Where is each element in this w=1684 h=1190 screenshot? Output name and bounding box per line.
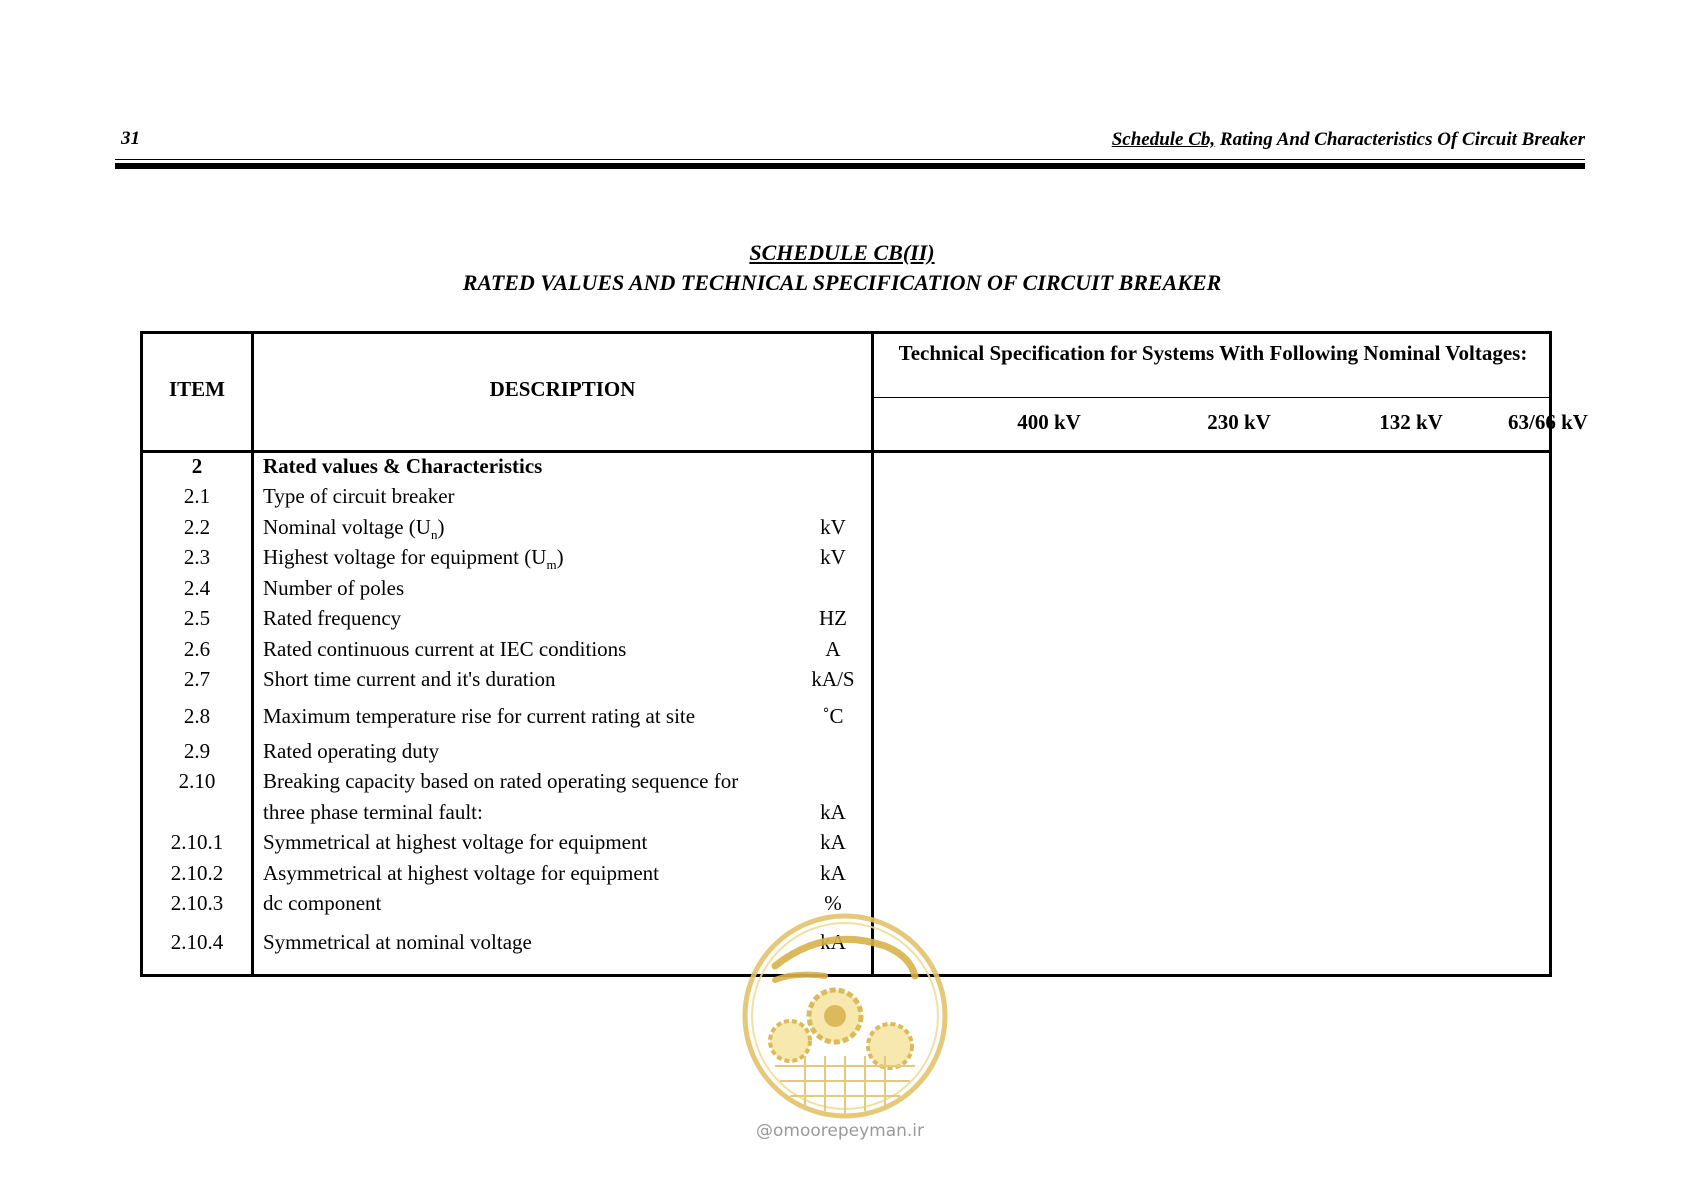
row-item-number: 2.10.2 bbox=[170, 861, 224, 885]
row-description bbox=[263, 637, 783, 662]
running-header-underlined: Schedule Cb, bbox=[1111, 129, 1216, 150]
row-unit: A bbox=[825, 637, 841, 661]
table-row bbox=[143, 861, 871, 891]
row-description-text: Highest voltage for equipment (U bbox=[263, 545, 547, 569]
row-description-text: Rated values & Characteristics bbox=[263, 454, 543, 478]
row-description bbox=[263, 667, 783, 692]
table-row bbox=[143, 545, 871, 575]
header-voltage-63-66: 63/66 kV bbox=[1508, 410, 1588, 434]
row-item-number: 2.10.4 bbox=[170, 930, 224, 954]
row-item-number: 2.6 bbox=[183, 637, 211, 661]
header-voltage-400: 400 kV bbox=[1017, 410, 1081, 434]
table-row bbox=[143, 739, 871, 769]
table-row bbox=[143, 515, 871, 545]
row-description-text: Symmetrical at nominal voltage bbox=[263, 930, 532, 954]
row-item-number: 2.1 bbox=[183, 484, 211, 508]
row-description-text: Rated frequency bbox=[263, 606, 402, 630]
page-number: 31 bbox=[121, 128, 140, 149]
row-unit: kA/S bbox=[811, 667, 855, 691]
header-divider-voltages bbox=[874, 397, 1549, 398]
row-description bbox=[263, 545, 783, 573]
row-unit: HZ bbox=[819, 606, 847, 630]
running-header-rest: Rating And Characteristics Of Circuit Breaker bbox=[1215, 129, 1585, 150]
row-unit: kV bbox=[820, 515, 846, 539]
row-description bbox=[263, 454, 783, 479]
row-description-text: Nominal voltage (U bbox=[263, 515, 431, 539]
watermark-text: @omoorepeyman.ir bbox=[755, 1121, 925, 1141]
row-description bbox=[263, 769, 783, 794]
row-description-text: Short time current and it's duration bbox=[263, 667, 556, 691]
row-description bbox=[263, 861, 783, 886]
header-bottom-rule bbox=[143, 450, 1549, 453]
row-unit: kA bbox=[820, 861, 846, 885]
row-description-subscript: m bbox=[546, 557, 557, 573]
row-description bbox=[263, 930, 783, 955]
header-tech-spec: Technical Specification for Systems With Following Nominal Voltages: bbox=[898, 341, 1528, 365]
table-row bbox=[143, 576, 871, 606]
row-description-text: Asymmetrical at highest voltage for equipment bbox=[263, 861, 659, 885]
schedule-title: SCHEDULE CB(II) bbox=[749, 240, 935, 265]
row-description bbox=[263, 891, 783, 916]
row-item-number: 2.4 bbox=[183, 576, 211, 600]
schedule-subtitle: RATED VALUES AND TECHNICAL SPECIFICATION OF CIRCUIT BREAKER bbox=[462, 270, 1222, 295]
table-row bbox=[143, 667, 871, 697]
row-item-number: 2.10 bbox=[178, 769, 216, 793]
row-item-number: 2.10.3 bbox=[170, 891, 224, 915]
header-rule-thick bbox=[115, 163, 1585, 169]
table-row bbox=[143, 637, 871, 667]
table-row bbox=[143, 606, 871, 636]
table-row bbox=[143, 704, 871, 734]
row-description bbox=[263, 515, 783, 543]
row-description-text: three phase terminal fault: bbox=[263, 800, 483, 824]
header-description: DESCRIPTION bbox=[489, 377, 636, 401]
row-item-number: 2.3 bbox=[183, 545, 211, 569]
row-item-number: 2 bbox=[191, 454, 203, 478]
row-unit: kV bbox=[820, 545, 846, 569]
row-description-text: Rated continuous current at IEC conditions bbox=[263, 637, 627, 661]
table-row bbox=[143, 800, 871, 830]
table-row bbox=[143, 454, 871, 484]
row-unit: kA bbox=[820, 830, 846, 854]
row-description bbox=[263, 576, 783, 601]
row-description-text: Rated operating duty bbox=[263, 739, 440, 763]
row-item-number: 2.10.1 bbox=[170, 830, 224, 854]
row-description-text: Type of circuit breaker bbox=[263, 484, 455, 508]
row-description bbox=[263, 606, 783, 631]
table-row bbox=[143, 769, 871, 799]
header-rule-thin bbox=[115, 159, 1585, 160]
row-description-end: ) bbox=[437, 515, 445, 539]
running-header bbox=[1112, 129, 1585, 151]
table-row bbox=[143, 484, 871, 514]
row-description-text: Maximum temperature rise for current rating at site bbox=[263, 704, 696, 728]
row-description bbox=[263, 800, 783, 825]
row-unit: % bbox=[824, 891, 842, 915]
row-description-subscript: n bbox=[430, 527, 438, 543]
spec-table bbox=[140, 331, 1588, 977]
row-description bbox=[263, 484, 783, 509]
row-item-number: 2.8 bbox=[183, 704, 211, 728]
row-unit: ˚C bbox=[822, 704, 844, 728]
header-voltage-132: 132 kV bbox=[1379, 410, 1443, 434]
row-item-number: 2.2 bbox=[183, 515, 211, 539]
row-description-text: Number of poles bbox=[263, 576, 405, 600]
row-description bbox=[263, 830, 783, 855]
row-item-number: 2.9 bbox=[183, 739, 211, 763]
row-description-end: ) bbox=[556, 545, 564, 569]
row-description-text: Breaking capacity based on rated operating sequence for bbox=[263, 769, 739, 793]
row-description-text: dc component bbox=[263, 891, 382, 915]
watermark-logo bbox=[735, 906, 955, 1126]
header-voltage-230: 230 kV bbox=[1207, 410, 1271, 434]
row-description bbox=[263, 704, 783, 729]
row-item-number: 2.7 bbox=[183, 667, 211, 691]
row-unit: kA bbox=[820, 800, 846, 824]
header-item: ITEM bbox=[168, 377, 225, 401]
table-row bbox=[143, 830, 871, 860]
row-description bbox=[263, 739, 783, 764]
col-divider-desc bbox=[871, 334, 874, 974]
row-description-text: Symmetrical at highest voltage for equipment bbox=[263, 830, 648, 854]
row-unit: kA bbox=[820, 930, 846, 954]
row-item-number: 2.5 bbox=[183, 606, 211, 630]
